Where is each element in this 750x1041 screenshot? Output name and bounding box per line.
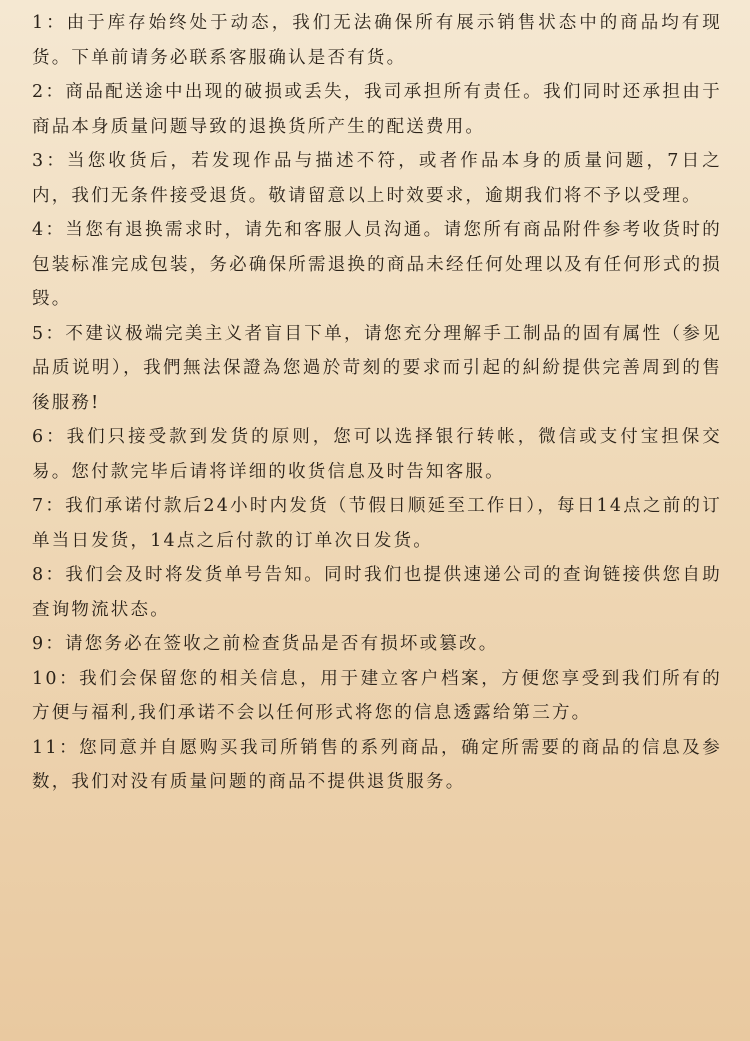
notice-item-1: 1：由于库存始终处于动态，我们无法确保所有展示销售状态中的商品均有现货。下单前请务必联系客服确认是否有货。 [32,13,722,68]
purchase-notice [32,6,722,800]
notice-item-11: 11：您同意并自愿购买我司所销售的系列商品，确定所需要的商品的信息及参数，我们对没有质量问题的商品不提供退货服务。 [32,737,722,792]
notice-item-3: 3：当您收货后，若发现作品与描述不符，或者作品本身的质量问题，7日之内，我们无条件接受退货。敬请留意以上时效要求，逾期我们将不予以受理。 [32,151,722,206]
notice-item-6: 6：我们只接受款到发货的原则，您可以选择银行转帐，微信或支付宝担保交易。您付款完毕后请将详细的收货信息及时告知客服。 [32,427,722,482]
notice-item-10: 10：我们会保留您的相关信息，用于建立客户档案，方便您享受到我们所有的方便与福利,我们承诺不会以任何形式将您的信息透露给第三方。 [32,668,722,723]
notice-item-9: 9：请您务必在签收之前检查货品是否有损坏或篡改。 [32,634,499,654]
notice-item-7: 7：我们承诺付款后24小时内发货（节假日顺延至工作日），每日14点之前的订单当日发货，14点之后付款的订单次日发货。 [32,496,722,551]
notice-item-5: 5：不建议极端完美主义者盲目下单，请您充分理解手工制品的固有属性（参见品质说明），我們無法保證為您過於苛刻的要求而引起的糾紛提供完善周到的售後服務! [32,323,722,413]
notice-item-4: 4：当您有退换需求时，请先和客服人员沟通。请您所有商品附件参考收货时的包装标准完成包装，务必确保所需退换的商品未经任何处理以及有任何形式的损毁。 [32,220,722,309]
notice-item-8: 8：我们会及时将发货单号告知。同时我们也提供速递公司的查询链接供您自助查询物流状态。 [32,565,722,620]
notice-item-2: 2：商品配送途中出现的破损或丢失，我司承担所有责任。我们同时还承担由于商品本身质量问题导致的退换货所产生的配送费用。 [32,82,722,137]
